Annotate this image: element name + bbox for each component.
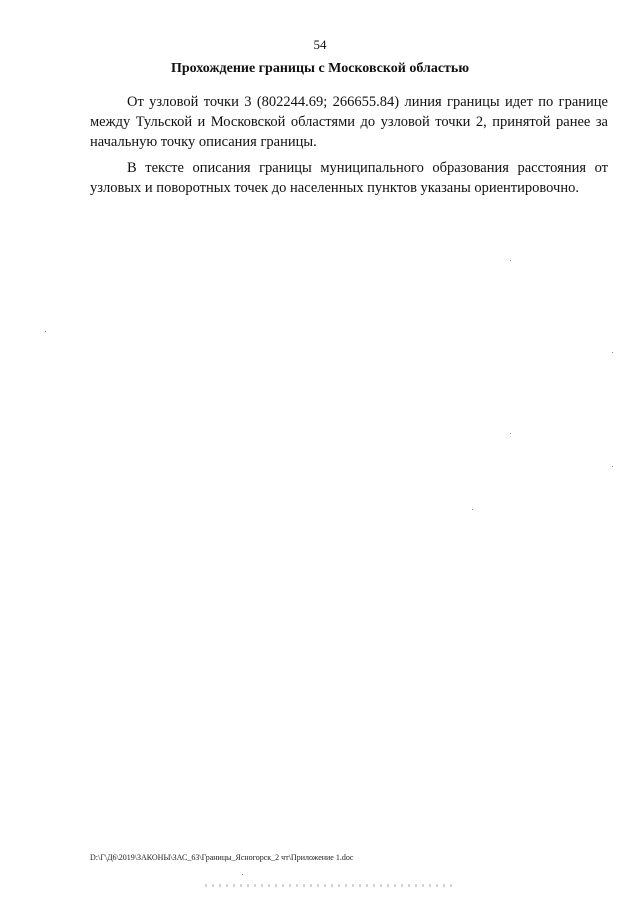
scan-speck — [242, 874, 243, 875]
section-heading: Прохождение границы с Московской областью — [170, 61, 470, 76]
scan-speck — [45, 331, 46, 332]
page-number: 54 — [313, 37, 327, 52]
scan-speck — [612, 352, 613, 353]
scan-speck — [612, 466, 613, 467]
paragraph-distance-note: В тексте описания границы муниципального образования расстояния от узловых и поворотных точек до населенных пунктов указаны ориентировочно. — [90, 160, 608, 196]
scan-noise-line — [205, 884, 455, 887]
file-path-footer: D:\Г\Д6\2019\ЗАКОНЫ\ЗАС_63\Границы_Ясногорск_2 чт\Приложение 1.doc — [90, 853, 354, 862]
scan-speck — [510, 433, 511, 434]
scan-speck — [472, 509, 473, 510]
scan-speck — [510, 260, 511, 261]
paragraph-boundary-description: От узловой точки 3 (802244.69; 266655.84) линия границы идет по границе между Тульской и Московской областями до узловой точки 2, принятой ранее за начальную точку описания границы. — [90, 94, 608, 150]
